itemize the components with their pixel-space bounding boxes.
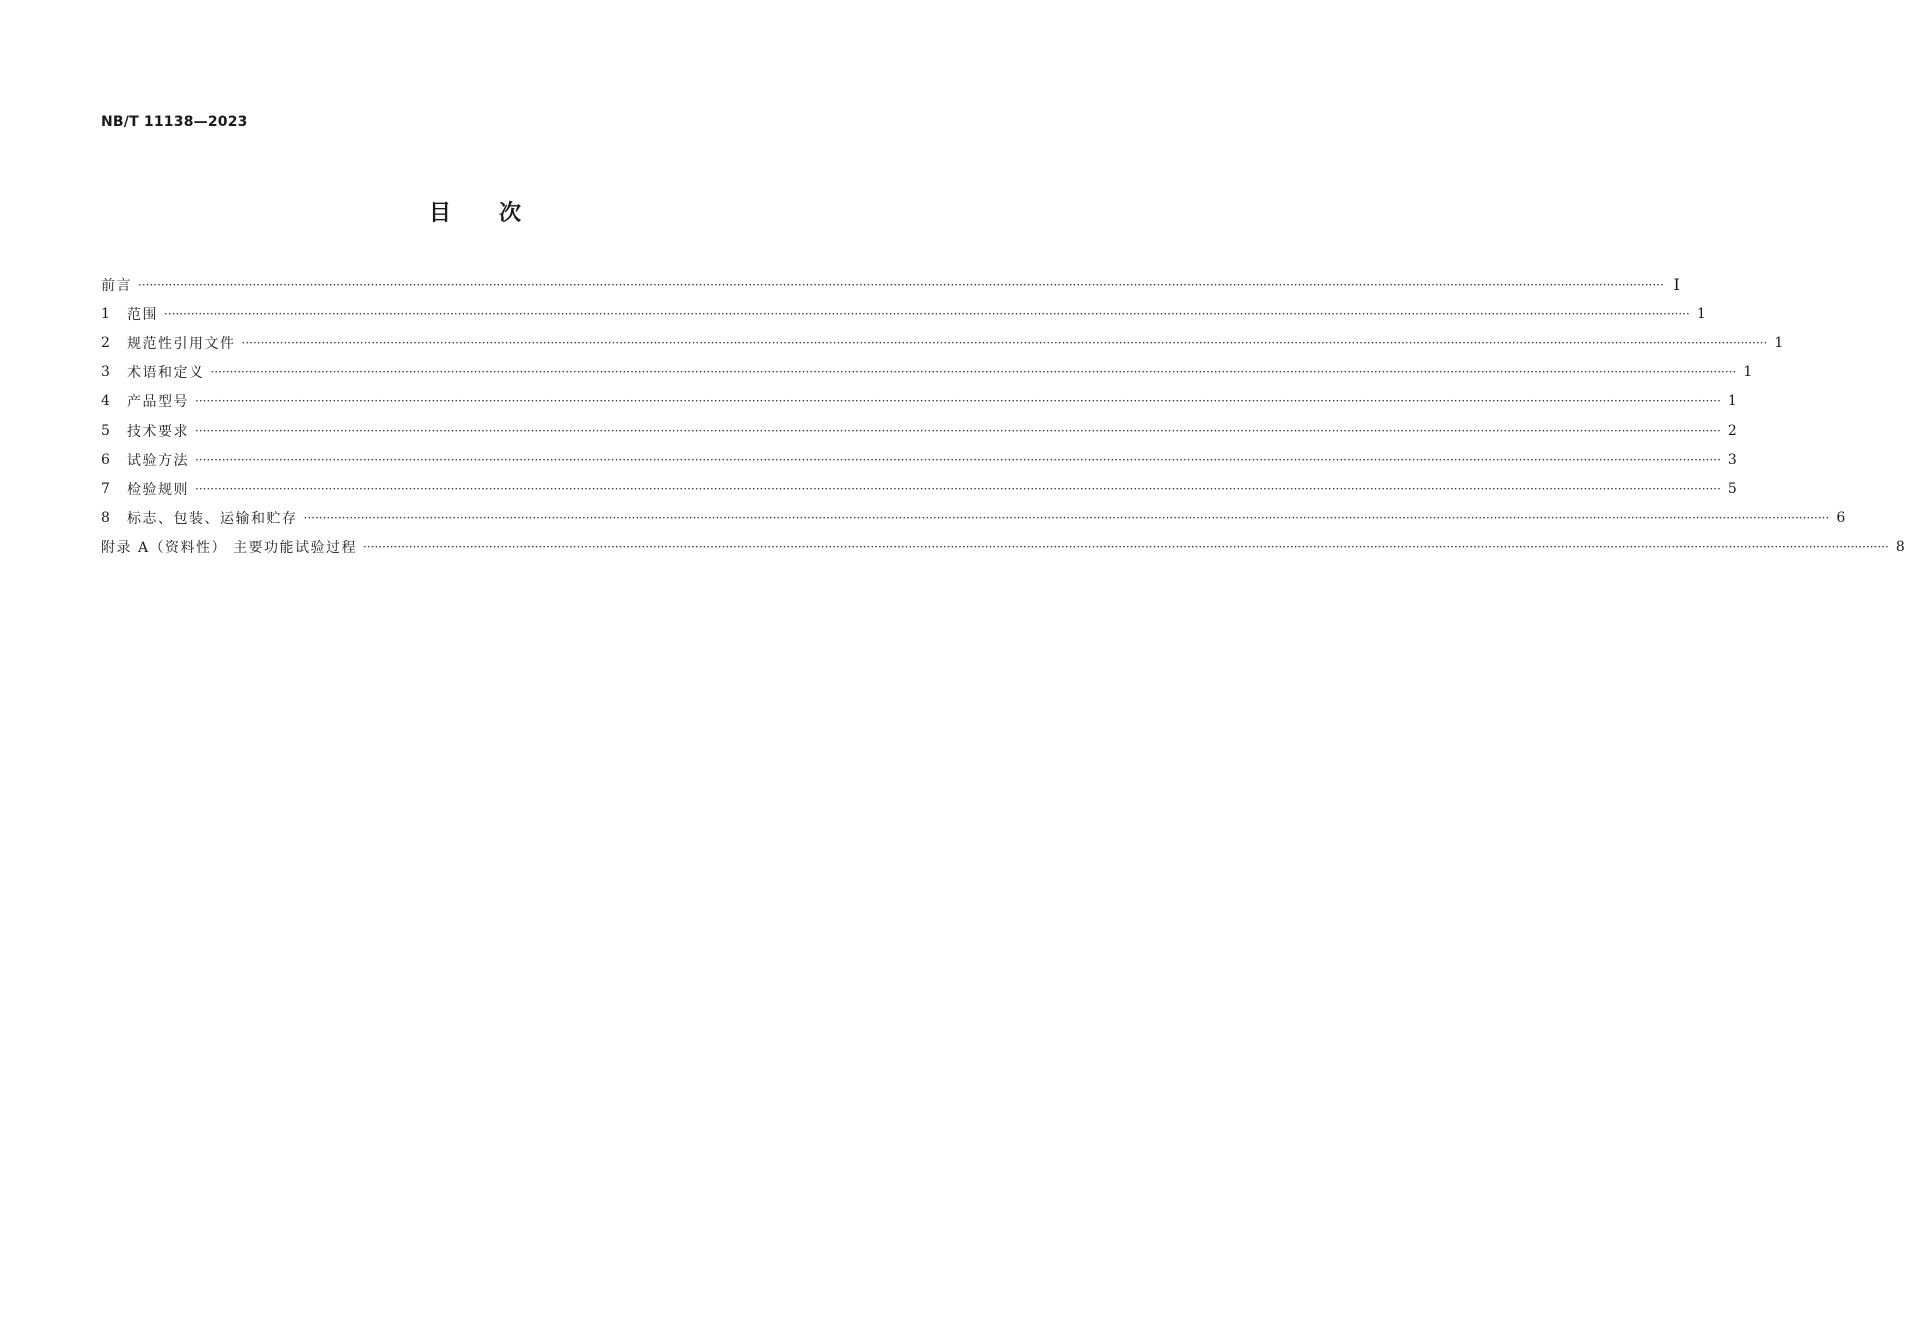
toc-entry-test-methods[interactable] <box>101 445 1737 474</box>
toc-leader-dots: ················································································································································································································································································································································································································ <box>195 394 1721 409</box>
toc-title: 目次 <box>428 201 569 226</box>
toc-leader-dots: ················································································································································································································································································································································································································ <box>164 306 1690 321</box>
toc-entry-product-model[interactable] <box>101 387 1737 416</box>
toc-entry-terms-definitions[interactable] <box>101 358 1753 387</box>
toc-entry-label: 标志、包装、运输和贮存 <box>127 511 298 528</box>
toc-entry-number: 2 <box>101 334 110 351</box>
toc-leader-dots: ················································································································································································································································································································································································································ <box>138 277 1664 292</box>
toc-leader-dots: ················································································································································································································································································································································································································ <box>363 540 1889 555</box>
document-code: NB/T 11138—2023 <box>101 114 248 130</box>
toc-entry-appendix-a[interactable] <box>101 533 1905 562</box>
toc-entry-scope[interactable] <box>101 299 1706 328</box>
toc-entry-page: 1 <box>1696 305 1706 322</box>
toc-entry-page: 3 <box>1727 451 1737 468</box>
toc-leader-dots: ················································································································································································································································································································································································································ <box>303 511 1830 526</box>
toc-entry-label: 范围 <box>127 306 158 323</box>
toc-entry-page: 2 <box>1727 422 1737 439</box>
toc-entry-label: 术语和定义 <box>127 365 205 382</box>
table-of-contents <box>101 270 1905 562</box>
toc-entry-label: 产品型号 <box>127 394 189 411</box>
toc-entry-page: 6 <box>1836 510 1846 527</box>
toc-entry-number: 3 <box>101 364 110 381</box>
toc-leader-dots: ················································································································································································································································································································································································································ <box>195 481 1721 496</box>
toc-entry-label: 试验方法 <box>127 452 189 469</box>
toc-entry-label: 检验规则 <box>127 481 189 498</box>
toc-entry-number: 1 <box>101 305 110 322</box>
toc-entry-page: Ⅰ <box>1673 275 1680 295</box>
toc-entry-page: 8 <box>1895 539 1905 556</box>
toc-leader-dots: ················································································································································································································································································································································································································ <box>210 365 1737 380</box>
toc-leader-dots: ················································································································································································································································································································································································································ <box>195 452 1721 467</box>
toc-leader-dots: ················································································································································································································································································································································································································ <box>241 335 1768 350</box>
toc-entry-label: 前言 <box>101 277 132 294</box>
toc-entry-page: 1 <box>1743 364 1753 381</box>
toc-entry-page: 5 <box>1727 480 1737 497</box>
toc-entry-normative-references[interactable] <box>101 328 1784 357</box>
toc-entry-marking-packaging[interactable] <box>101 504 1846 533</box>
toc-entry-page: 1 <box>1727 393 1737 410</box>
toc-entry-label: 附录 A（资料性） 主要功能试验过程 <box>101 540 358 557</box>
toc-entry-technical-requirements[interactable] <box>101 416 1737 445</box>
toc-entry-number: 6 <box>101 451 110 468</box>
toc-entry-inspection-rules[interactable] <box>101 474 1737 503</box>
toc-entry-number: 8 <box>101 510 110 527</box>
toc-leader-dots: ················································································································································································································································································································································································································ <box>195 423 1721 438</box>
toc-entry-number: 7 <box>101 480 110 497</box>
toc-entry-page: 1 <box>1774 334 1784 351</box>
toc-entry-label: 技术要求 <box>127 423 189 440</box>
toc-entry-number: 4 <box>101 393 110 410</box>
toc-entry-preface[interactable] <box>101 270 1680 299</box>
toc-entry-number: 5 <box>101 422 110 439</box>
toc-entry-label: 规范性引用文件 <box>127 335 236 352</box>
